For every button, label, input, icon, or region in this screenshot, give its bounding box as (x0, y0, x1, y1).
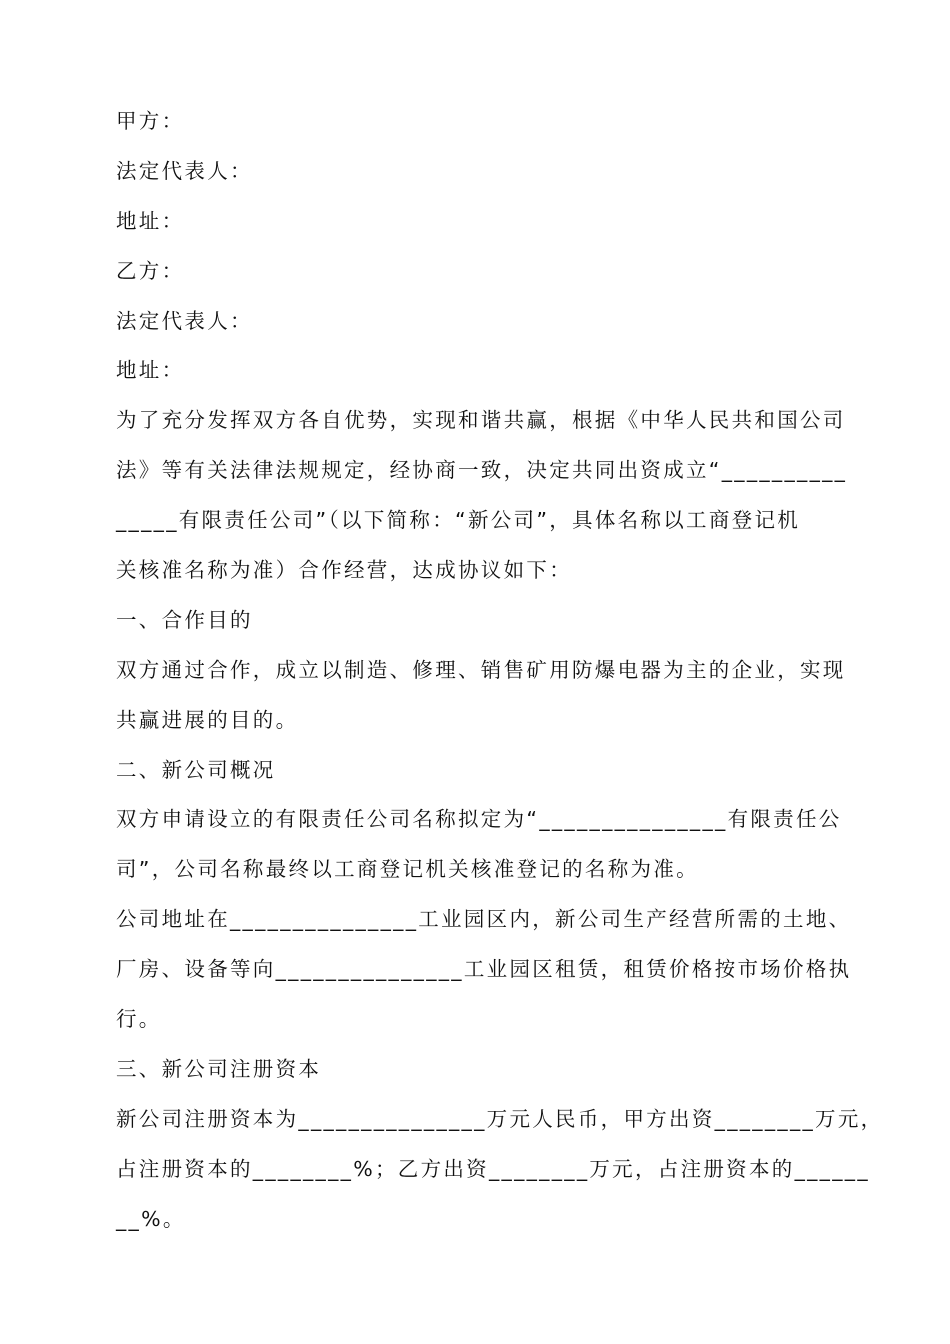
section-2-heading: 二、新公司概况 (116, 757, 276, 782)
section-2-address-line-1: 公司地址在_______________工业园区内，新公司生产经营所需的土地、 (116, 907, 852, 932)
section-1-text-line-2: 共赢进展的目的。 (116, 707, 299, 732)
section-3-capital-line-2: 占注册资本的________%；乙方出资________万元，占注册资本的______ (116, 1156, 870, 1181)
party-a-address-label: 地址： (116, 208, 185, 233)
section-3-capital-line-1: 新公司注册资本为_______________万元人民币，甲方出资________万元， (116, 1106, 884, 1131)
section-2-address-line-2: 厂房、设备等向_______________工业园区租赁，租赁价格按市场价格执 (116, 957, 852, 982)
preamble-line-1: 为了充分发挥双方各自优势，实现和谐共赢，根据《中华人民共和国公司 (116, 408, 846, 433)
preamble-line-2: 法》等有关法律法规规定，经协商一致，决定共同出资成立“__________ (116, 458, 848, 483)
document-body (116, 97, 884, 1244)
section-2-name-line-1: 双方申请设立的有限责任公司名称拟定为“_______________有限责任公 (116, 807, 842, 832)
party-a-label: 甲方： (116, 109, 185, 133)
party-b-representative-label: 法定代表人： (116, 308, 253, 333)
party-a-representative-label: 法定代表人： (116, 158, 253, 183)
party-b-label: 乙方： (116, 258, 185, 283)
section-1-text-line-1: 双方通过合作，成立以制造、修理、销售矿用防爆电器为主的企业，实现 (116, 657, 846, 682)
preamble-line-4: 关核准名称为准）合作经营，达成协议如下： (116, 558, 572, 583)
section-3-heading: 三、新公司注册资本 (116, 1056, 322, 1081)
section-2-address-line-3: 行。 (116, 1007, 162, 1032)
section-2-name-line-2: 司”，公司名称最终以工商登记机关核准登记的名称为准。 (116, 857, 699, 882)
section-3-capital-line-3: __%。 (116, 1206, 186, 1231)
section-1-heading: 一、合作目的 (116, 607, 253, 632)
party-b-address-label: 地址： (116, 358, 185, 383)
preamble-line-3: _____有限责任公司”（以下简称：“新公司”，具体名称以工商登记机 (116, 508, 801, 533)
